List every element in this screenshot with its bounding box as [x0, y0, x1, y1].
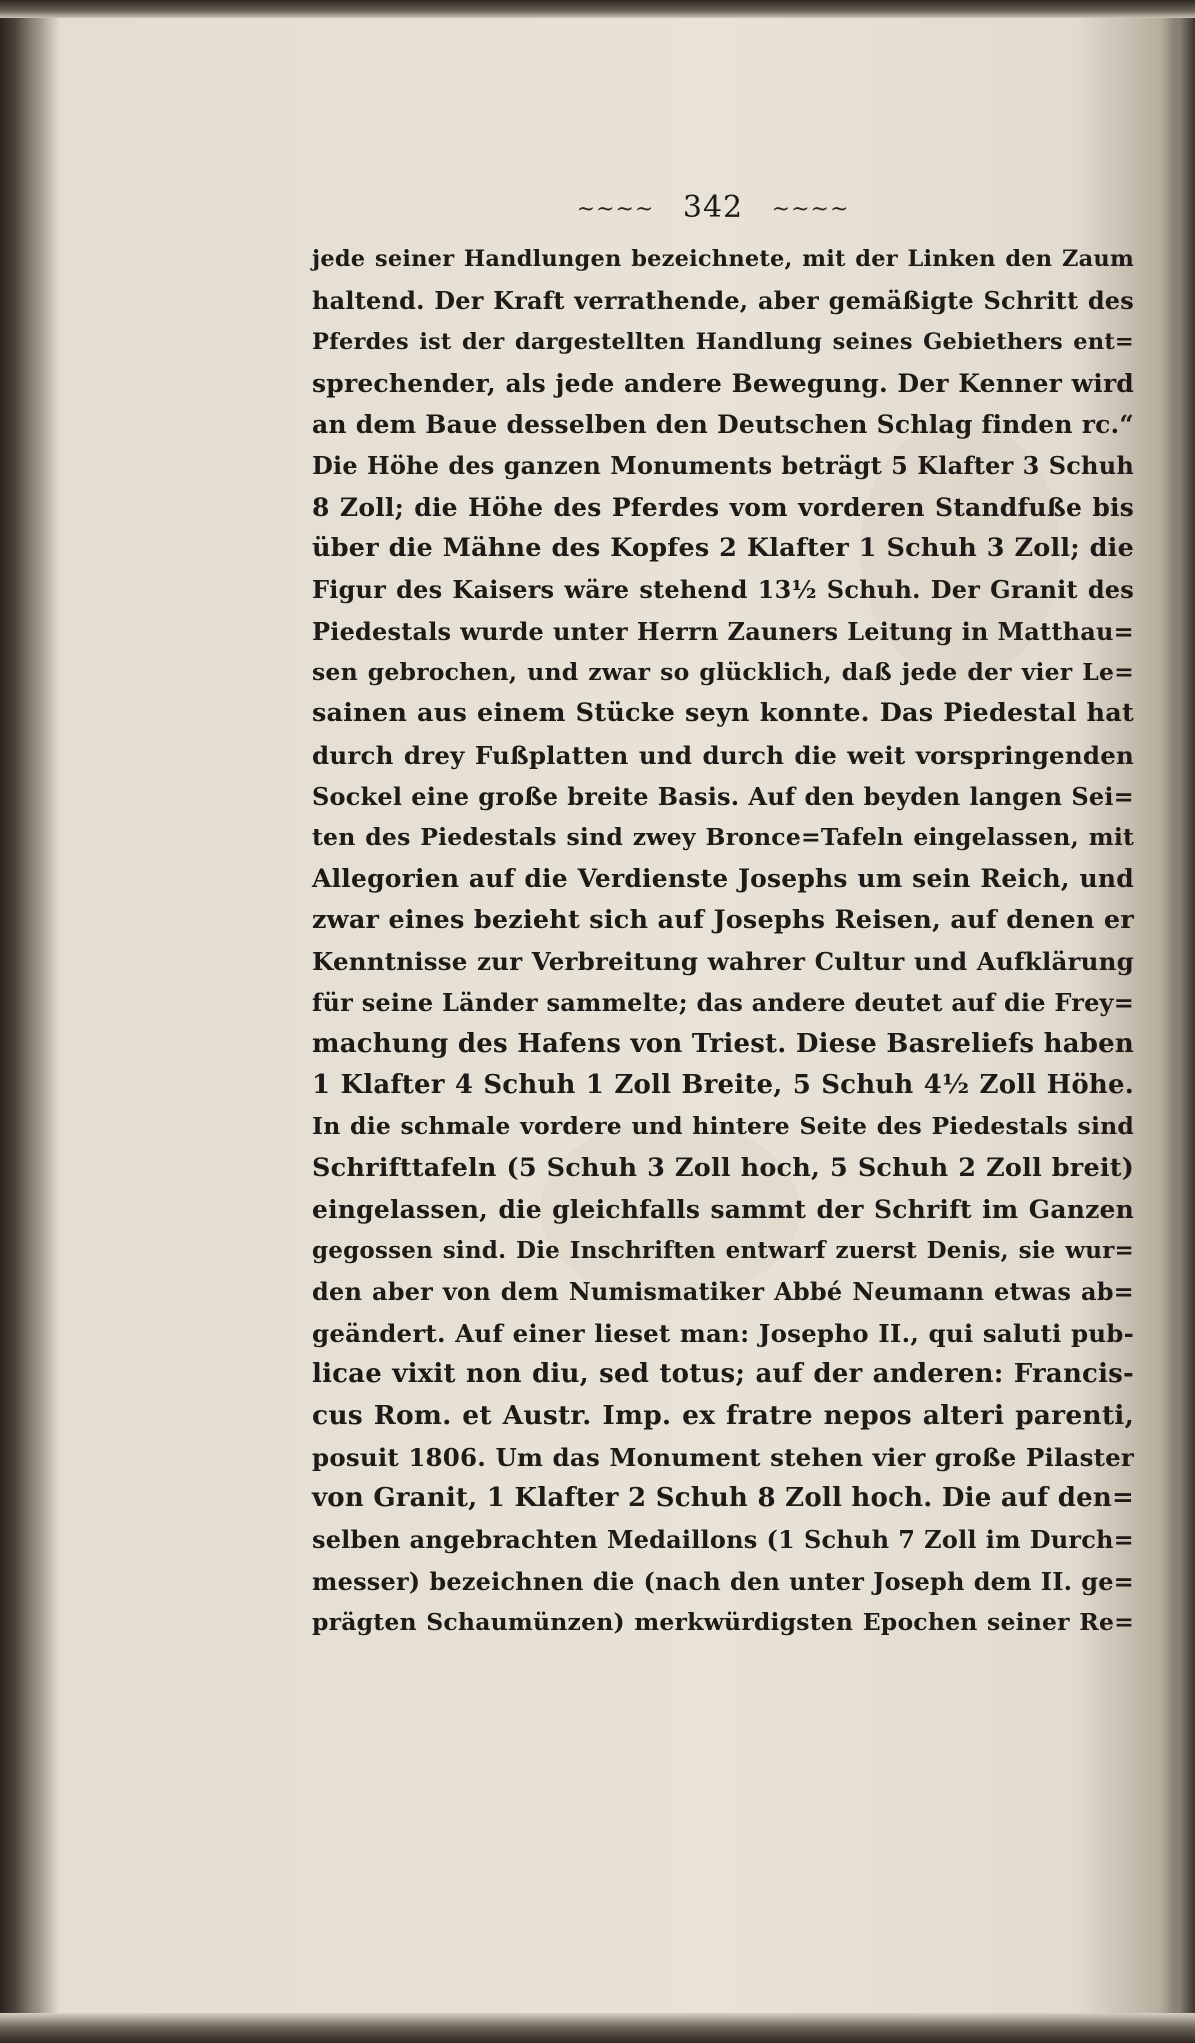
text-line: durch drey Fußplatten und durch die weit vorspringenden	[312, 740, 1134, 770]
text-line: sprechender, als jede andere Bewegung. Der Kenner wird	[312, 368, 1134, 398]
text-line: 1 Klafter 4 Schuh 1 Zoll Breite, 5 Schuh 4½ Zoll Höhe.	[312, 1069, 1134, 1100]
text-line: haltend. Der Kraft verrathende, aber gemäßigte Schritt des	[312, 286, 1134, 316]
text-line: sen gebrochen, und zwar so glücklich, daß jede der vier Le=	[312, 657, 1134, 686]
body-text	[312, 239, 1134, 1643]
text-line: eingelassen, die gleichfalls sammt der Schrift im Ganzen	[312, 1194, 1134, 1224]
text-line: 8 Zoll; die Höhe des Pferdes vom vorderen Standfuße bis	[312, 492, 1134, 522]
text-line: gegossen sind. Die Inschriften entwarf zuerst Denis, sie wur=	[312, 1237, 1134, 1265]
header-ornament-right: ~~~~	[771, 196, 850, 222]
text-line: sainen aus einem Stücke seyn konnte. Das Piedestal hat	[312, 698, 1134, 729]
page-number: 342	[682, 190, 744, 225]
scan-bottom-border	[0, 2013, 1195, 2043]
text-line: für seine Länder sammelte; das andere deutet auf die Frey=	[312, 988, 1134, 1018]
text-line: Schrifttafeln (5 Schuh 3 Zoll hoch, 5 Schuh 2 Zoll breit)	[312, 1152, 1134, 1183]
text-line: Die Höhe des ganzen Monuments beträgt 5 Klafter 3 Schuh	[312, 451, 1134, 481]
text-line: messer) bezeichnen die (nach den unter Joseph dem II. ge=	[312, 1566, 1134, 1596]
text-line: über die Mähne des Kopfes 2 Klafter 1 Schuh 3 Zoll; die	[312, 533, 1134, 564]
text-line: von Granit, 1 Klafter 2 Schuh 8 Zoll hoch. Die auf den=	[312, 1482, 1134, 1513]
text-line: In die schmale vordere und hintere Seite des Piedestals sind	[312, 1112, 1134, 1141]
text-line: selben angebrachten Medaillons (1 Schuh 7 Zoll im Durch=	[312, 1525, 1134, 1555]
text-line: machung des Hafens von Triest. Diese Basreliefs haben	[312, 1028, 1134, 1059]
text-line: Pferdes ist der dargestellten Handlung seines Gebiethers ent=	[312, 328, 1134, 355]
page-gutter-shadow	[0, 0, 60, 2043]
text-line: licae vixit non diu, sed totus; auf der anderen: Francis-	[312, 1359, 1134, 1390]
scan-top-border	[0, 0, 1195, 18]
text-line: posuit 1806. Um das Monument stehen vier große Pilaster	[312, 1442, 1134, 1472]
text-line: den aber von dem Numismatiker Abbé Neumann etwas ab=	[312, 1277, 1134, 1307]
page-header	[292, 190, 1134, 225]
text-line: Sockel eine große breite Basis. Auf den beyden langen Sei=	[312, 781, 1134, 811]
text-line: geändert. Auf einer lieset man: Josepho II., qui saluti pub-	[312, 1318, 1134, 1348]
text-line: Kenntnisse zur Verbreitung wahrer Cultur und Aufklärung	[312, 947, 1134, 977]
text-line: Piedestals wurde unter Herrn Zauners Leitung in Matthau=	[312, 616, 1134, 646]
text-line: prägten Schaumünzen) merkwürdigsten Epochen seiner Re=	[312, 1607, 1134, 1636]
page-edge-shadow	[1167, 0, 1195, 2043]
text-line: cus Rom. et Austr. Imp. ex fratre nepos alteri parenti,	[312, 1400, 1134, 1432]
text-line: ten des Piedestals sind zwey Bronce=Tafeln eingelassen, mit	[312, 823, 1134, 852]
text-line: Figur des Kaisers wäre stehend 13½ Schuh. Der Granit des	[312, 575, 1134, 605]
page-text-block	[312, 190, 1134, 1643]
text-line: jede seiner Handlungen bezeichnete, mit der Linken den Zaum	[312, 246, 1134, 272]
text-line: Allegorien auf die Verdienste Josephs um sein Reich, und	[312, 864, 1134, 894]
text-line: zwar eines bezieht sich auf Josephs Reisen, auf denen er	[312, 904, 1134, 935]
text-line: an dem Baue desselben den Deutschen Schlag finden rc.“	[312, 410, 1134, 440]
header-ornament-left: ~~~~	[576, 196, 655, 222]
